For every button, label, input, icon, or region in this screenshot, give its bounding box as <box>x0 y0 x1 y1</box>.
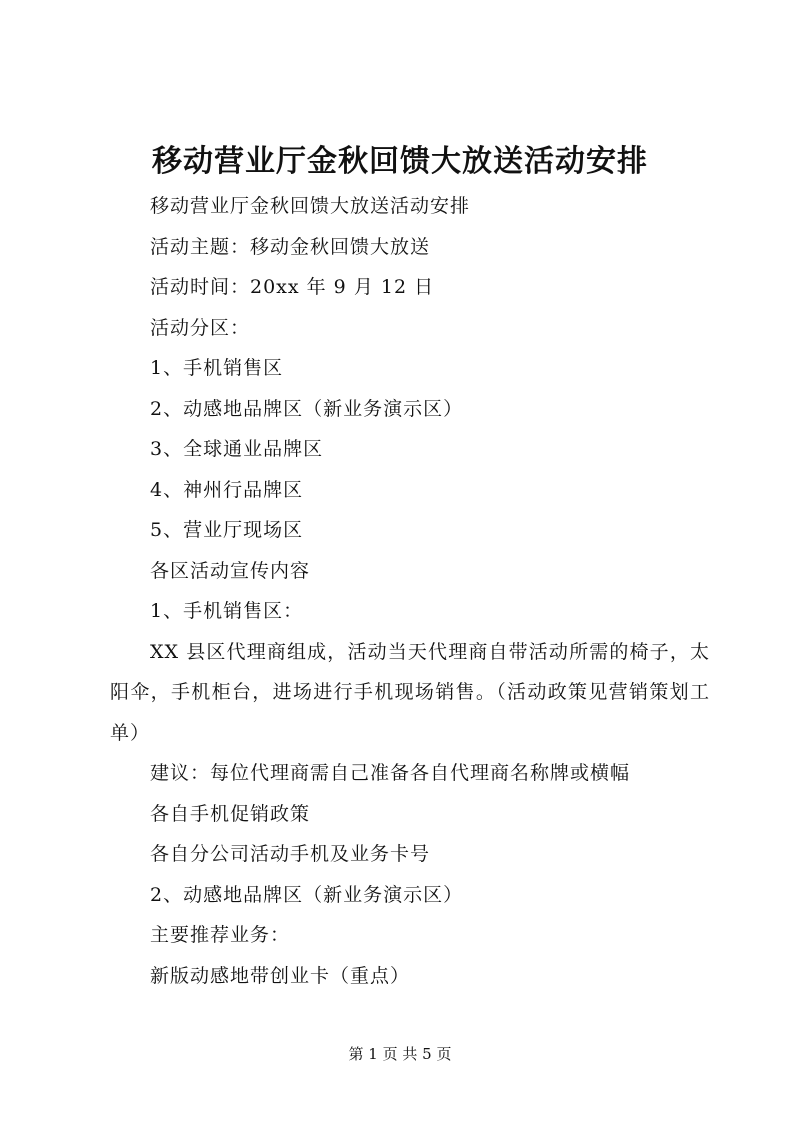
body-line: 2、动感地品牌区（新业务演示区） <box>150 883 464 906</box>
body-line: 建议：每位代理商需自己准备各自代理商名称牌或横幅 <box>150 762 631 784</box>
body-line: 5、营业厅现场区 <box>150 519 304 541</box>
body-line: 1、手机销售区 <box>150 357 284 379</box>
body-line: 2、动感地品牌区（新业务演示区） <box>150 397 464 420</box>
body-line: 活动主题：移动金秋回馈大放送 <box>150 235 431 258</box>
body-paragraph: XX 县区代理商组成，活动当天代理商自带活动所需的椅子，太阳伞，手机柜台，进场进行手机现场销售。（活动政策见营销策划工单） <box>110 640 710 744</box>
body-line: 各自分公司活动手机及业务卡号 <box>150 843 431 865</box>
body-line: 活动分区： <box>150 316 251 339</box>
document-body <box>110 186 710 996</box>
body-line: 各区活动宣传内容 <box>150 559 311 582</box>
body-line: 主要推荐业务： <box>150 924 291 946</box>
body-line: 新版动感地带创业卡（重点） <box>150 964 411 987</box>
body-line: 活动时间：20xx 年 9 月 12 日 <box>150 276 435 298</box>
body-line: 移动营业厅金秋回馈大放送活动安排 <box>150 195 471 217</box>
page-number-footer: 第 1 页 共 5 页 <box>348 1045 452 1063</box>
body-line: 3、全球通业品牌区 <box>150 438 324 460</box>
body-line: 各自手机促销政策 <box>150 802 311 825</box>
body-line: 4、神州行品牌区 <box>150 478 304 501</box>
body-line: 1、手机销售区： <box>150 600 304 622</box>
document-title: 移动营业厅金秋回馈大放送活动安排 <box>152 144 648 179</box>
